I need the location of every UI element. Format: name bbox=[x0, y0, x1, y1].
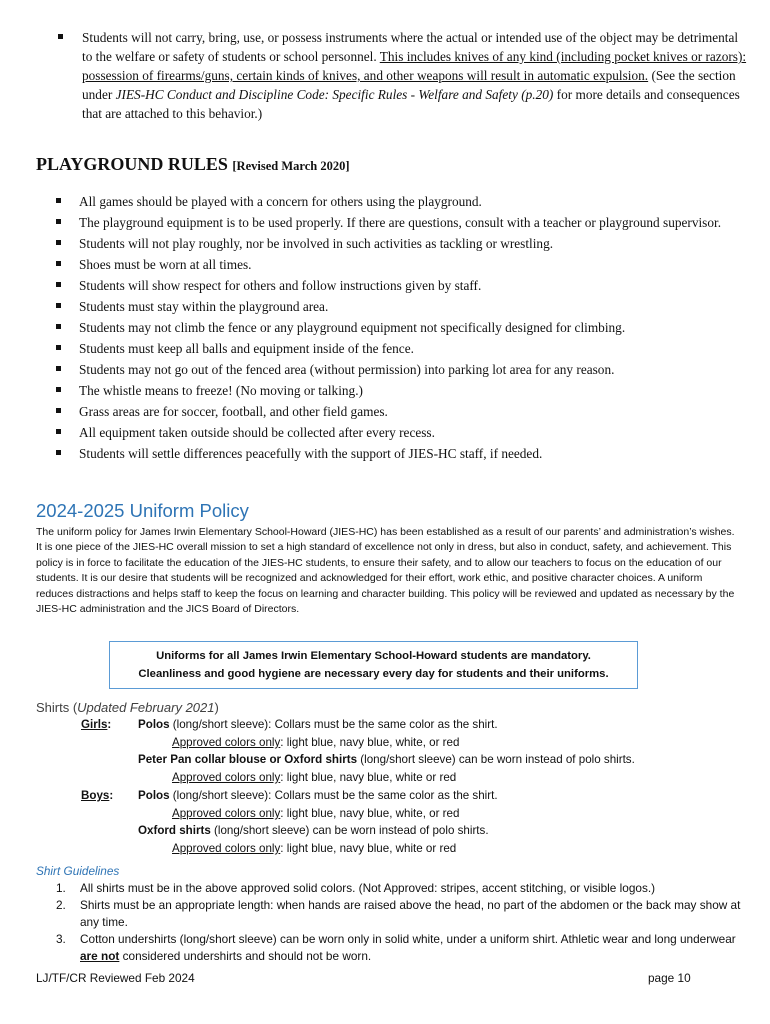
shirts-heading bbox=[36, 700, 219, 715]
bullet-square-icon bbox=[56, 345, 61, 350]
guideline-item bbox=[56, 880, 746, 897]
blouse-description: (long/short sleeve) can be worn instead of polo shirts. bbox=[357, 753, 635, 766]
playground-rule bbox=[56, 319, 746, 336]
approved-colors-label: Approved colors only bbox=[172, 736, 281, 749]
polos-description: (long/short sleeve): Collars must be the same color as the shirt. bbox=[169, 789, 498, 802]
playground-rule-text: All equipment taken outside should be collected after every recess. bbox=[79, 425, 435, 440]
playground-rules-revised: [Revised March 2020] bbox=[232, 159, 350, 173]
approved-colors: : light blue, navy blue, white, or red bbox=[280, 736, 460, 749]
guideline-text-part: considered undershirts and should not be worn. bbox=[119, 949, 372, 963]
playground-rule bbox=[56, 256, 746, 273]
oxford-description: (long/short sleeve) can be worn instead of polo shirts. bbox=[210, 824, 489, 837]
playground-rule bbox=[56, 403, 746, 420]
playground-rules-list bbox=[56, 193, 746, 466]
bullet-square-icon bbox=[56, 219, 61, 224]
playground-rule bbox=[56, 445, 746, 462]
bullet-square-icon bbox=[58, 34, 63, 39]
playground-rule-text: Students must keep all balls and equipment inside of the fence. bbox=[79, 341, 414, 356]
guideline-text-part: Cotton undershirts (long/short sleeve) can be worn only in solid white, under a uniform shirt. Athletic wear and long underwear bbox=[80, 932, 736, 946]
notice-line: Uniforms for all James Irwin Elementary School-Howard students are mandatory. bbox=[156, 650, 591, 662]
playground-rule-text: Students will not play roughly, nor be involved in such activities as tackling or wrestling. bbox=[79, 236, 554, 251]
footer-reviewed: LJ/TF/CR Reviewed Feb 2024 bbox=[36, 971, 195, 985]
shirts-heading-date: Updated February 2021 bbox=[77, 700, 215, 715]
playground-rule-text: All games should be played with a concern for others using the playground. bbox=[79, 194, 482, 209]
bullet-square-icon bbox=[56, 198, 61, 203]
mandatory-uniform-notice bbox=[109, 641, 638, 689]
weapons-rule-part: Students will not carry, bring, use, or possess instruments where the actual or intended use of the object may be detrimental to the welfare or safety of students or school personnel. bbox=[82, 30, 739, 64]
page-number: page 10 bbox=[648, 971, 691, 985]
playground-rule-text: Shoes must be worn at all times. bbox=[79, 257, 252, 272]
playground-rule bbox=[56, 298, 746, 315]
shirts-heading-text: ) bbox=[214, 700, 219, 715]
girls-blouse-line bbox=[138, 753, 635, 766]
approved-colors-label: Approved colors only bbox=[172, 771, 281, 784]
polos-description: (long/short sleeve): Collars must be the same color as the shirt. bbox=[169, 718, 498, 731]
blouse-label: Peter Pan collar blouse or Oxford shirts bbox=[138, 753, 358, 766]
bullet-square-icon bbox=[56, 387, 61, 392]
uniform-policy-title: 2024-2025 Uniform Policy bbox=[36, 500, 249, 521]
weapons-rule-reference: JIES-HC Conduct and Discipline Code: Specific Rules - Welfare and Safety (p.20) bbox=[115, 87, 554, 102]
playground-rule-text: The whistle means to freeze! (No moving or talking.) bbox=[79, 383, 363, 398]
playground-rule-text: Grass areas are for soccer, football, and other field games. bbox=[79, 404, 388, 419]
weapons-rule-underlined: This includes knives of any kind (including pocket knives or razors): possession of firearms/guns, certain kinds of knives, and other weapons will result in automatic expulsion. bbox=[82, 49, 747, 83]
girls-polos-colors bbox=[172, 736, 459, 749]
playground-rule bbox=[56, 214, 746, 231]
bullet-square-icon bbox=[56, 408, 61, 413]
boys-label-text: Boys bbox=[81, 789, 110, 802]
shirts-heading-text: Shirts ( bbox=[36, 700, 78, 715]
approved-colors: : light blue, navy blue, white, or red bbox=[280, 807, 460, 820]
playground-rule-text: Students may not go out of the fenced area (without permission) into parking lot area for any reason. bbox=[79, 362, 615, 377]
girls-label-text: Girls bbox=[81, 718, 108, 731]
guideline-text: All shirts must be in the above approved solid colors. (Not Approved: stripes, accent stitching, or visible logos.) bbox=[80, 881, 656, 895]
playground-rule bbox=[56, 382, 746, 399]
playground-rule-text: Students will settle differences peacefully with the support of JIES-HC staff, if needed. bbox=[79, 446, 543, 461]
playground-rules-title: PLAYGROUND RULES bbox=[36, 154, 228, 174]
guideline-emphasis: are not bbox=[80, 949, 120, 963]
girls-label bbox=[81, 718, 111, 731]
uniform-policy-paragraph: The uniform policy for James Irwin Elementary School-Howard (JIES-HC) has been established as a result of our parents’ and administration’s wishes. It is one piece of the JIES-HC overall mission to set a high standard of excellence not only in dress, but also in conduct, safety, and achievement. This policy is in force to facilitate the education of the JIES-HC students, to ensure their safety, and to allow our teachers to focus on the education of our students. It is our desire that students will be recognized and acknowledged for their effort, work ethic, and positive character choices. A uniform reduces distractions and helps staff to keep the focus on learning and character building. This policy will be reviewed and updated as necessary by the JIES-HC administration and the JICS Board of Directors. bbox=[36, 526, 735, 616]
playground-rule-text: Students may not climb the fence or any playground equipment not specifically designed for climbing. bbox=[79, 320, 626, 335]
bullet-square-icon bbox=[56, 366, 61, 371]
boys-oxford-line bbox=[138, 824, 489, 837]
guideline-number: 1. bbox=[56, 881, 66, 895]
playground-rules-heading bbox=[36, 154, 349, 175]
boys-label bbox=[81, 789, 113, 802]
boys-polos-line bbox=[138, 789, 498, 802]
bullet-square-icon bbox=[56, 324, 61, 329]
label-colon: : bbox=[109, 789, 114, 802]
bullet-square-icon bbox=[56, 303, 61, 308]
girls-polos-line bbox=[138, 718, 498, 731]
playground-rule bbox=[56, 193, 746, 210]
weapons-rule-part: (See the section under bbox=[82, 68, 736, 102]
polos-label: Polos bbox=[138, 789, 170, 802]
playground-rule bbox=[56, 361, 746, 378]
shirt-guidelines-list bbox=[56, 880, 746, 965]
guideline-text bbox=[80, 932, 736, 963]
approved-colors-label: Approved colors only bbox=[172, 842, 281, 855]
polos-label: Polos bbox=[138, 718, 170, 731]
playground-rule-text: Students must stay within the playground area. bbox=[79, 299, 329, 314]
label-colon: : bbox=[107, 718, 112, 731]
boys-polos-colors bbox=[172, 807, 459, 820]
weapons-rule-text bbox=[82, 28, 748, 123]
weapons-rule-bullet bbox=[58, 28, 748, 123]
playground-rule-text: The playground equipment is to be used properly. If there are questions, consult with a teacher or playground supervisor. bbox=[79, 215, 722, 230]
bullet-square-icon bbox=[56, 282, 61, 287]
notice-line: Cleanliness and good hygiene are necessary every day for students and their uniforms. bbox=[138, 668, 609, 680]
girls-blouse-colors bbox=[172, 771, 456, 784]
bullet-square-icon bbox=[56, 261, 61, 266]
playground-rule bbox=[56, 424, 746, 441]
guideline-item bbox=[56, 897, 746, 931]
bullet-square-icon bbox=[56, 240, 61, 245]
guideline-number: 2. bbox=[56, 898, 66, 912]
playground-rule bbox=[56, 277, 746, 294]
approved-colors: : light blue, navy blue, white or red bbox=[280, 842, 457, 855]
playground-rule-text: Students will show respect for others and follow instructions given by staff. bbox=[79, 278, 482, 293]
shirt-guidelines-heading: Shirt Guidelines bbox=[36, 864, 120, 878]
approved-colors-label: Approved colors only bbox=[172, 807, 281, 820]
playground-rule bbox=[56, 340, 746, 357]
oxford-label: Oxford shirts bbox=[138, 824, 211, 837]
bullet-square-icon bbox=[56, 429, 61, 434]
weapons-rule-part: for more details and consequences that are attached to this behavior.) bbox=[82, 87, 740, 121]
playground-rule bbox=[56, 235, 746, 252]
guideline-item bbox=[56, 931, 746, 965]
approved-colors: : light blue, navy blue, white or red bbox=[280, 771, 457, 784]
guideline-number: 3. bbox=[56, 932, 66, 946]
bullet-square-icon bbox=[56, 450, 61, 455]
boys-oxford-colors bbox=[172, 842, 456, 855]
guideline-text: Shirts must be an appropriate length: when hands are raised above the head, no part of the abdomen or the back may show at any time. bbox=[80, 898, 741, 929]
